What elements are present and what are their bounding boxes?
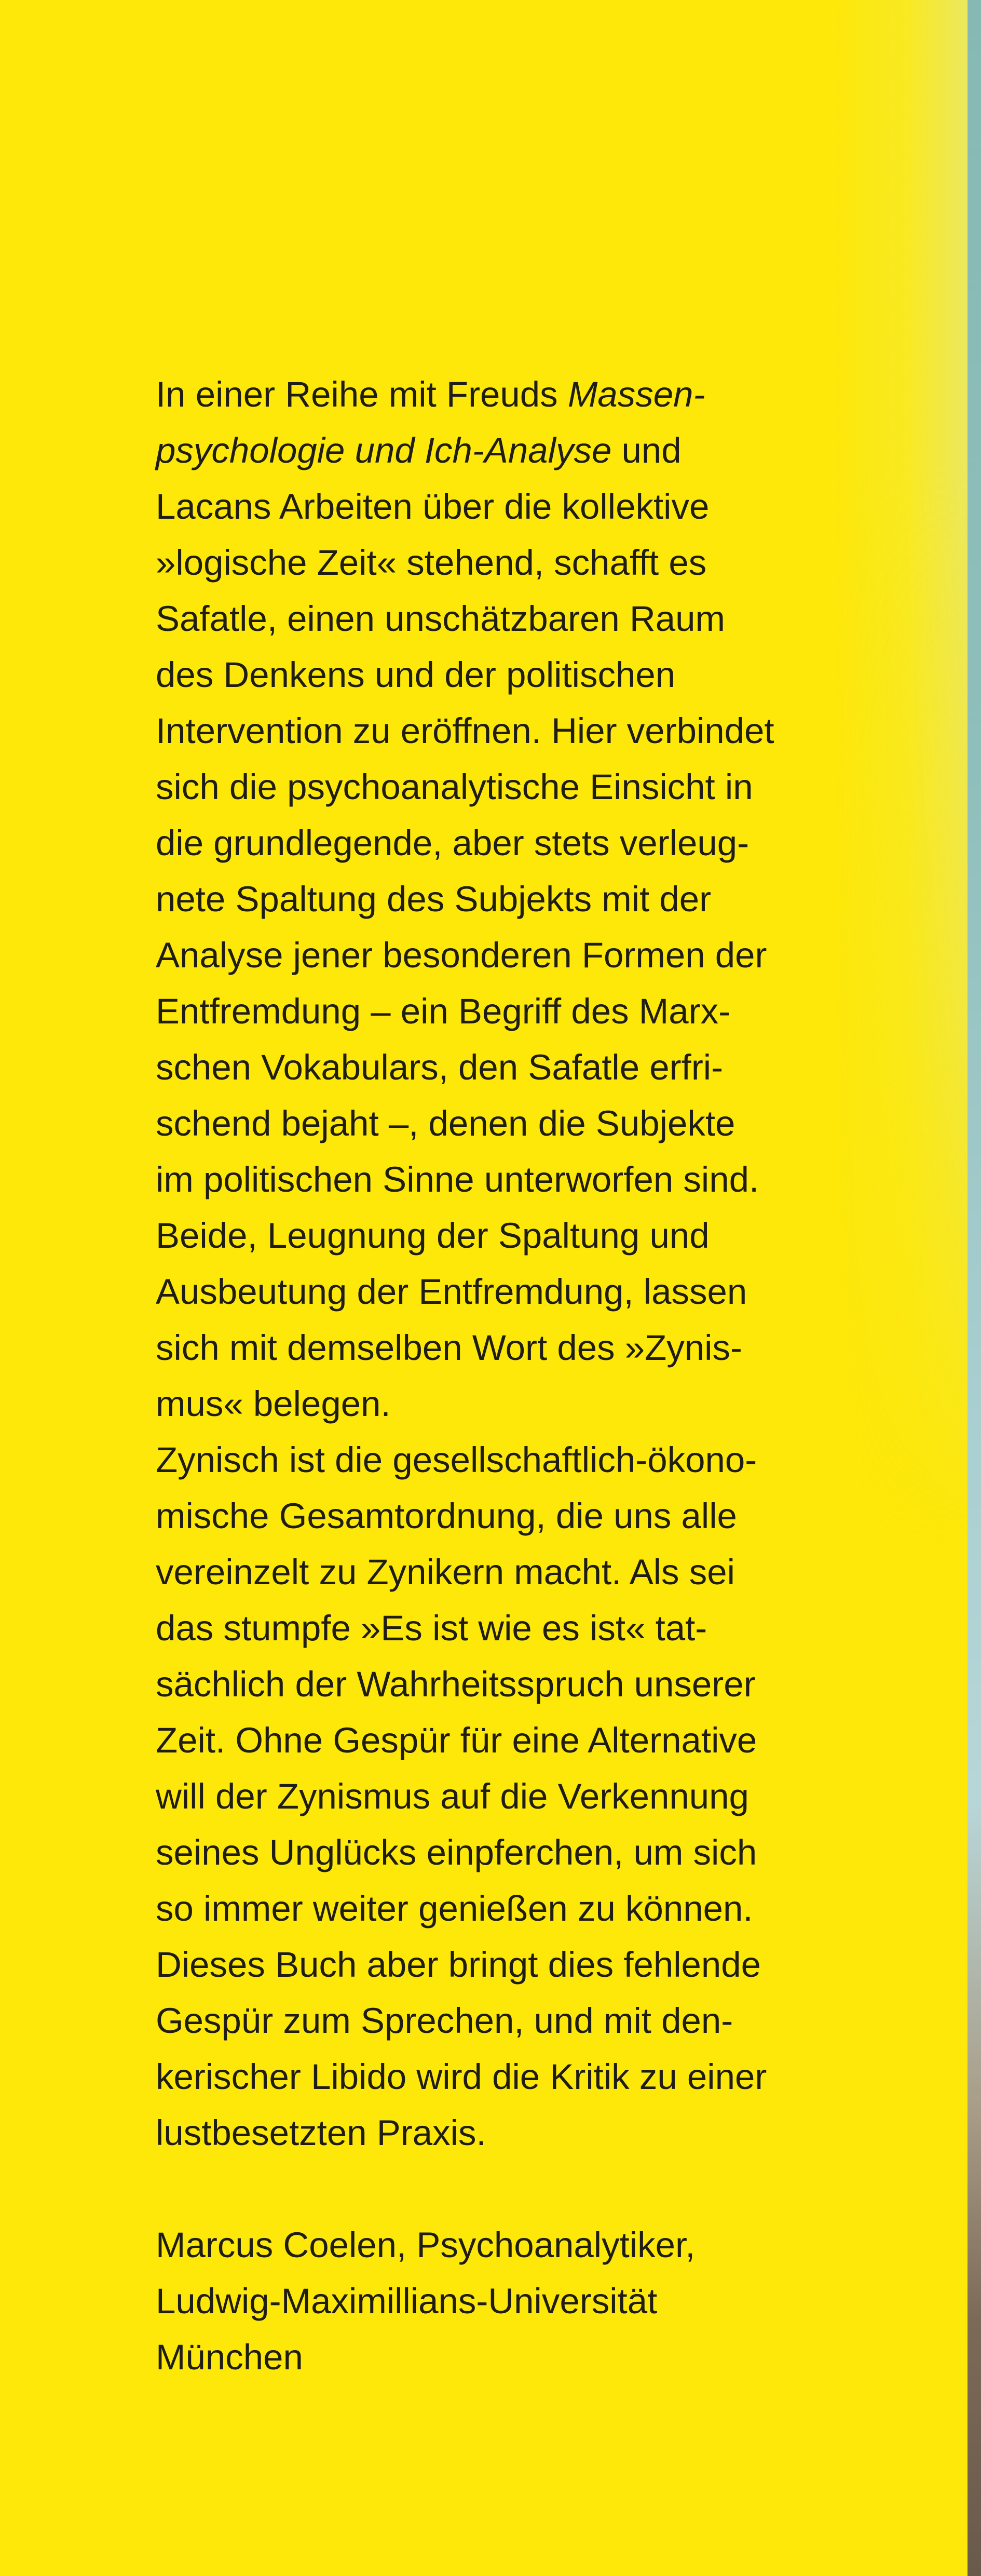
blurb-line: »logische Zeit« stehend, schafft es (156, 543, 707, 583)
blurb-line: will der Zynismus auf die Verkennung (156, 1776, 749, 1816)
attribution-city: München (156, 2337, 303, 2377)
blurb-line: Dieses Buch aber bringt dies fehlende (156, 1945, 761, 1985)
blurb-line: nete Spaltung des Subjekts mit der (156, 879, 712, 919)
blurb-text (156, 367, 882, 2385)
blurb-line: so immer weiter genießen zu können. (156, 1889, 753, 1928)
blurb-line: des Denkens und der politischen (156, 655, 676, 695)
blurb-line: sächlich der Wahrheitsspruch unserer (156, 1664, 756, 1704)
blurb-line: Analyse jener besonderen Formen der (156, 935, 767, 975)
blurb-line: Gespür zum Sprechen, und mit den- (156, 2001, 733, 2041)
blurb-line: Lacans Arbeiten über die kollektive (156, 487, 710, 527)
paragraph-gap (156, 2161, 882, 2217)
blurb-line: schen Vokabulars, den Safatle erfri- (156, 1047, 724, 1087)
blurb-line: mus« belegen. (156, 1384, 391, 1424)
blurb-line: Entfremdung – ein Begriff des Marx- (156, 991, 731, 1031)
blurb-line: vereinzelt zu Zynikern macht. Als sei (156, 1552, 735, 1592)
blurb-line: Zynisch ist die gesellschaftlich-ökono- (156, 1440, 757, 1480)
blurb-line: das stumpfe »Es ist wie es ist« tat- (156, 1608, 707, 1648)
edge-photo-strip (968, 0, 981, 2576)
blurb-line: mische Gesamtordnung, die uns alle (156, 1496, 737, 1536)
blurb-line: kerischer Libido wird die Kritik zu einer (156, 2057, 767, 2097)
attribution-name: Marcus Coelen, Psychoanalytiker, (156, 2225, 696, 2265)
blurb-line: sich die psychoanalytische Einsicht in (156, 767, 753, 807)
blurb-line: Intervention zu eröffnen. Hier verbindet (156, 711, 774, 751)
attribution-university: Ludwig-Maximillians-Universität (156, 2281, 658, 2321)
blurb-line: die grundlegende, aber stets verleug- (156, 823, 750, 863)
blurb-line: In einer Reihe mit Freuds Massen- (156, 374, 705, 414)
blurb-line: sich mit demselben Wort des »Zynis- (156, 1328, 742, 1368)
blurb-line: Safatle, einen unschätzbaren Raum (156, 599, 726, 639)
blurb-line: lustbesetzten Praxis. (156, 2113, 486, 2153)
blurb-line: psychologie und Ich-Analyse und (156, 430, 682, 470)
blurb-line: schend bejaht –, denen die Subjekte (156, 1103, 735, 1143)
blurb-line: Zeit. Ohne Gespür für eine Alternative (156, 1720, 757, 1760)
blurb-line: Beide, Leugnung der Spaltung und (156, 1216, 710, 1256)
blurb-line: Ausbeutung der Entfremdung, lassen (156, 1272, 747, 1312)
blurb-line: seines Unglücks einpferchen, um sich (156, 1832, 757, 1872)
blurb-line: im politischen Sinne unterworfen sind. (156, 1159, 759, 1199)
